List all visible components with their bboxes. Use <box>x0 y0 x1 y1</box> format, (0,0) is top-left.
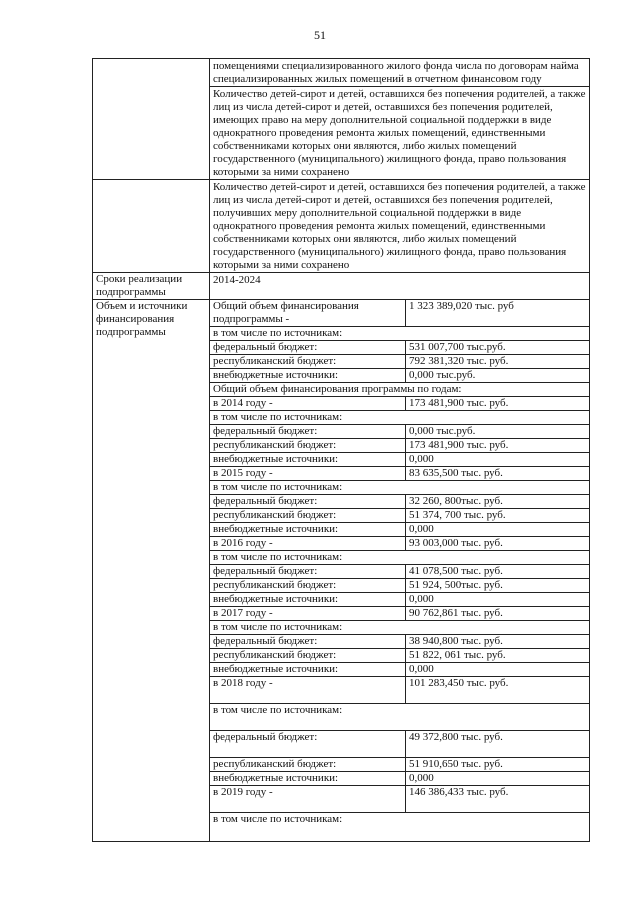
finance-row <box>210 635 589 649</box>
table-row <box>93 300 590 842</box>
finance-key: в 2017 году - <box>210 607 406 621</box>
finance-row <box>210 523 589 537</box>
finance-value: 51 924, 500тыс. руб. <box>406 579 590 593</box>
finance-key: федеральный бюджет: <box>210 495 406 509</box>
finance-heading: в том числе по источникам: <box>210 327 589 341</box>
finance-row <box>210 300 589 327</box>
finance-value: 0,000 <box>406 453 590 467</box>
finance-row <box>210 607 589 621</box>
finance-key: Общий объем финансирования подпрограммы - <box>210 300 406 327</box>
finance-key: внебюджетные источники: <box>210 369 406 383</box>
finance-row <box>210 663 589 677</box>
finance-row <box>210 579 589 593</box>
finance-row <box>210 397 589 411</box>
finance-value: 83 635,500 тыс. руб. <box>406 467 590 481</box>
finance-value: 792 381,320 тыс. руб. <box>406 355 590 369</box>
finance-value: 41 078,500 тыс. руб. <box>406 565 590 579</box>
finance-row <box>210 355 589 369</box>
finance-key: федеральный бюджет: <box>210 731 406 758</box>
finance-row <box>210 621 589 635</box>
finance-key: федеральный бюджет: <box>210 635 406 649</box>
indicator-text: Количество детей-сирот и детей, оставшихся без попечения родителей, а также лиц из числа детей-сирот и детей, оставшихся без попечения родителей, имеющих право на меру дополнительной социальной поддержки в виде однократного проведения ремонта жилых помещений, единственными собственниками которых они являются, либо жилых помещений государственного (муниципального) жилищного фонда, право пользования которыми за ними сохранено <box>210 86 589 179</box>
finance-value: 1 323 389,020 тыс. руб <box>406 300 590 327</box>
finance-row <box>210 341 589 355</box>
row-label-cont <box>93 59 210 180</box>
finance-row <box>210 758 589 772</box>
finance-key: внебюджетные источники: <box>210 453 406 467</box>
finance-row <box>210 731 589 758</box>
finance-heading: в том числе по источникам: <box>210 481 589 495</box>
row-label-empty <box>93 180 210 273</box>
finance-key: внебюджетные источники: <box>210 663 406 677</box>
finance-value: 531 007,700 тыс.руб. <box>406 341 590 355</box>
finance-key: в 2016 году - <box>210 537 406 551</box>
finance-value: 0,000 тыс.руб. <box>406 369 590 383</box>
finance-table <box>210 300 589 841</box>
finance-value: 90 762,861 тыс. руб. <box>406 607 590 621</box>
finance-key: республиканский бюджет: <box>210 758 406 772</box>
finance-key: республиканский бюджет: <box>210 509 406 523</box>
finance-heading: в том числе по источникам: <box>210 411 589 425</box>
finance-row <box>210 509 589 523</box>
finance-value: 0,000 <box>406 663 590 677</box>
finance-value: 32 260, 800тыс. руб. <box>406 495 590 509</box>
finance-value: 0,000 <box>406 523 590 537</box>
finance-row <box>210 467 589 481</box>
finance-row <box>210 495 589 509</box>
finance-row <box>210 593 589 607</box>
finance-row <box>210 786 589 813</box>
page-number: 51 <box>314 28 326 42</box>
finance-key: внебюджетные источники: <box>210 523 406 537</box>
finance-value: 0,000 <box>406 593 590 607</box>
finance-row <box>210 772 589 786</box>
finance-key: федеральный бюджет: <box>210 425 406 439</box>
finance-key: внебюджетные источники: <box>210 593 406 607</box>
finance-row <box>210 565 589 579</box>
finance-key: республиканский бюджет: <box>210 355 406 369</box>
finance-key: в 2018 году - <box>210 677 406 704</box>
finance-key: в 2019 году - <box>210 786 406 813</box>
indicator-text: помещениями специализированного жилого фонда числа по договорам найма специализированных жилых помещений в отчетном финансовом году <box>213 60 579 85</box>
finance-row <box>210 551 589 565</box>
table-row <box>93 59 590 180</box>
finance-value: 173 481,900 тыс. руб. <box>406 439 590 453</box>
terms-label: Сроки реализации подпрограммы <box>93 273 210 300</box>
finance-key: республиканский бюджет: <box>210 579 406 593</box>
finance-row <box>210 813 589 842</box>
finance-value: 146 386,433 тыс. руб. <box>406 786 590 813</box>
finance-key: республиканский бюджет: <box>210 649 406 663</box>
finance-value: 51 910,650 тыс. руб. <box>406 758 590 772</box>
finance-row <box>210 411 589 425</box>
finance-row <box>210 481 589 495</box>
finance-value: 49 372,800 тыс. руб. <box>406 731 590 758</box>
finance-key: федеральный бюджет: <box>210 341 406 355</box>
finance-key: республиканский бюджет: <box>210 439 406 453</box>
finance-heading: в том числе по источникам: <box>213 813 343 825</box>
finance-value: 173 481,900 тыс. руб. <box>406 397 590 411</box>
finance-heading: Общий объем финансирования программы по годам: <box>210 383 589 397</box>
finance-heading: в том числе по источникам: <box>210 621 589 635</box>
terms-value: 2014-2024 <box>213 274 261 286</box>
finance-row <box>210 439 589 453</box>
finance-value: 38 940,800 тыс. руб. <box>406 635 590 649</box>
finance-value: 0,000 тыс.руб. <box>406 425 590 439</box>
finance-key: в 2014 году - <box>210 397 406 411</box>
indicator-text: Количество детей-сирот и детей, оставшихся без попечения родителей, а также лиц из числа детей-сирот и детей, оставшихся без попечения родителей, получивших меру дополнительной социальной поддержки в виде однократного проведения ремонта жилых помещений, единственными собственниками которых они являются, либо жилых помещений государственного (муниципального) жилищного фонда, право пользования которыми за ними сохранено <box>213 181 586 271</box>
finance-key: в 2015 году - <box>210 467 406 481</box>
finance-row <box>210 425 589 439</box>
table-row <box>93 273 590 300</box>
finance-value: 51 374, 700 тыс. руб. <box>406 509 590 523</box>
finance-row <box>210 327 589 341</box>
finance-label: Объем и источники финансирования подпрограммы <box>93 300 210 842</box>
finance-row <box>210 537 589 551</box>
finance-row <box>210 369 589 383</box>
finance-value: 101 283,450 тыс. руб. <box>406 677 590 704</box>
table-row <box>93 180 590 273</box>
finance-row <box>210 649 589 663</box>
finance-value: 51 822, 061 тыс. руб. <box>406 649 590 663</box>
finance-heading: в том числе по источникам: <box>210 551 589 565</box>
finance-value: 0,000 <box>406 772 590 786</box>
finance-value: 93 003,000 тыс. руб. <box>406 537 590 551</box>
finance-row <box>210 704 589 731</box>
finance-key: внебюджетные источники: <box>210 772 406 786</box>
finance-key: федеральный бюджет: <box>210 565 406 579</box>
passport-table <box>92 58 590 842</box>
finance-row <box>210 677 589 704</box>
finance-row <box>210 383 589 397</box>
finance-row <box>210 453 589 467</box>
finance-heading: в том числе по источникам: <box>210 704 589 731</box>
